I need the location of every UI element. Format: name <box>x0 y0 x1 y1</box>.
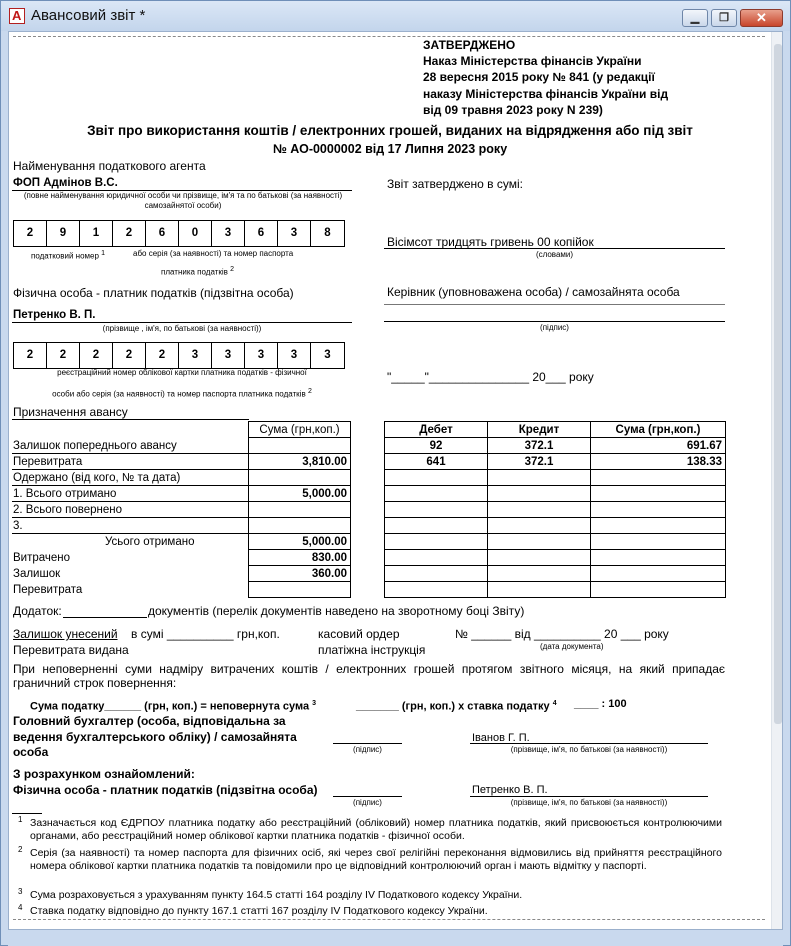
report-number: № АО-0000002 від 17 Липня 2023 року <box>272 142 508 156</box>
person-code-digit: 2 <box>47 343 80 368</box>
agent-name-hint: (повне найменування юридичної особи чи прізвище, ім'я та по батькові (за наявності) самозайнятої особи) <box>23 191 343 210</box>
advance-value-cell: 830.00 <box>249 550 351 566</box>
chief-accountant-name-hint: (прізвище, ім'я, по батькові (за наявності)) <box>510 745 668 754</box>
agent-code-digit: 3 <box>278 221 311 246</box>
approved-sum-words: Вісімсот тридцять гривень 00 копійок <box>387 235 594 249</box>
amount-cell <box>591 518 726 534</box>
status-bar <box>8 930 783 946</box>
attachment-count-line <box>63 617 147 618</box>
chief-accountant-name-line <box>470 743 708 744</box>
advance-row-label: Усього отримано <box>105 536 195 548</box>
debit-cell <box>385 518 488 534</box>
amount-cell <box>591 470 726 486</box>
agent-code-digit: 2 <box>14 221 47 246</box>
advance-sum-table <box>248 421 351 598</box>
advance-row-line <box>12 517 249 518</box>
person-code-hint-2: особи або серія (за наявності) та номер паспорта платника податків 2 <box>52 388 312 399</box>
credit-header: Кредит <box>488 422 591 438</box>
person-code-hint-1: реєстраційний номер облікової картки платника податків - фізичної <box>57 368 307 377</box>
person-name-underline <box>12 322 352 323</box>
amount-header: Сума (грн,коп.) <box>591 422 726 438</box>
acquainted-sign-line <box>333 796 402 797</box>
agent-code-digit: 1 <box>80 221 113 246</box>
credit-cell <box>488 502 591 518</box>
advance-row-label: Одержано (від кого, № та дата) <box>13 472 181 484</box>
agent-code-digit: 2 <box>113 221 146 246</box>
debit-cell: 641 <box>385 454 488 470</box>
amount-cell <box>591 534 726 550</box>
advance-row-line <box>12 501 249 502</box>
agent-name: ФОП Адмінов В.С. <box>13 177 118 189</box>
acquainted-name-hint: (прізвище, ім'я, по батькові (за наявності)) <box>510 798 668 807</box>
minimize-button[interactable] <box>682 9 708 27</box>
approval-line-5: від 09 травня 2023 року N 239) <box>423 103 603 117</box>
approved-sum-label: Звіт затверджено в сумі: <box>387 177 524 191</box>
advance-value-cell: 5,000.00 <box>249 534 351 550</box>
advance-value-cell: 3,810.00 <box>249 454 351 470</box>
chief-accountant-sign-line <box>333 743 402 744</box>
window-title: Авансовий звіт * <box>31 7 146 24</box>
advance-row-label: 3. <box>13 520 23 532</box>
approved-sum-hint: (словами) <box>535 250 574 259</box>
approval-line-2: Наказ Міністерства фінансів України <box>423 54 642 68</box>
person-code-digit: 2 <box>113 343 146 368</box>
close-button[interactable] <box>740 9 783 27</box>
agent-tax-code <box>13 220 345 247</box>
person-code-digit: 2 <box>146 343 179 368</box>
page-top-divider <box>13 36 765 37</box>
report-document <box>8 31 783 930</box>
amount-cell <box>591 566 726 582</box>
minimize-icon: ▁ <box>690 12 700 24</box>
advance-value-cell <box>249 518 351 534</box>
report-title: Звіт про використання коштів / електронних грошей, виданих на відрядження або під звіт <box>87 123 693 138</box>
manager-line-1 <box>384 304 725 305</box>
debit-cell <box>385 550 488 566</box>
debit-cell <box>385 534 488 550</box>
person-code-digit: 2 <box>80 343 113 368</box>
advance-value-cell: 360.00 <box>249 566 351 582</box>
chief-accountant-name: Іванов Г. П. <box>472 732 530 744</box>
advance-row-label: Залишок попереднього авансу <box>13 440 177 452</box>
advance-purpose-underline <box>12 419 249 420</box>
advance-row-line <box>12 453 249 454</box>
amount-cell: 691.67 <box>591 438 726 454</box>
footnote-text: Ставка податку відповідно до пункту 167.1 статті 167 розділу IV Податкового кодексу України. <box>30 905 488 917</box>
agent-code-digit: 9 <box>47 221 80 246</box>
page-bottom-divider <box>13 919 765 920</box>
debit-cell <box>385 566 488 582</box>
agent-code-digit: 3 <box>212 221 245 246</box>
person-code-digit: 3 <box>278 343 311 368</box>
manager-sign-hint: (підпис) <box>540 323 569 332</box>
advance-value-cell <box>249 582 351 598</box>
agent-code-digit: 6 <box>245 221 278 246</box>
acquainted-label: З розрахунком ознайомлений: <box>13 767 195 781</box>
person-code-digit: 3 <box>179 343 212 368</box>
chief-accountant-sign-hint: (підпис) <box>353 745 382 754</box>
advance-sum-header: Сума (грн,коп.) <box>249 422 351 438</box>
credit-cell <box>488 550 591 566</box>
attachment-prefix: Додаток: <box>13 604 62 618</box>
tax-formula-part-b: _______ (грн, коп.) х ставка податку $^4$ <box>356 700 557 713</box>
amount-cell <box>591 502 726 518</box>
document-date-hint: (дата документа) <box>540 642 604 651</box>
chief-accountant-label-1: Головний бухгалтер (особа, відповідальна за <box>13 714 286 728</box>
title-bar[interactable] <box>1 1 790 31</box>
debit-cell: 92 <box>385 438 488 454</box>
credit-cell: 372.1 <box>488 454 591 470</box>
person-label: Фізична особа - платник податків (підзвітна особа) <box>13 286 294 300</box>
person-name-hint: (прізвище , ім'я, по батькові (за наявності)) <box>102 324 262 333</box>
amount-cell: 138.33 <box>591 454 726 470</box>
advance-row-label: Витрачено <box>13 552 71 564</box>
approval-heading: ЗАТВЕРДЖЕНО <box>423 38 516 52</box>
person-tax-code <box>13 342 345 369</box>
acquainted-person-label: Фізична особа - платник податків (підзвітна особа) <box>13 783 318 797</box>
tax-formula-part-a: Сума податку______ (грн, коп.) = неповернута сума $^3$ <box>30 700 317 713</box>
amount-cell <box>591 550 726 566</box>
advance-row-label: 1. Всього отримано <box>13 488 117 500</box>
credit-cell <box>488 582 591 598</box>
agent-code-digit: 8 <box>324 227 331 239</box>
maximize-icon: ❐ <box>719 12 729 24</box>
advance-row-line <box>12 469 249 470</box>
approval-line-4: наказу Міністерства фінансів України від <box>423 87 669 101</box>
remainder-deposited: Залишок унесений <box>13 627 118 641</box>
credit-cell <box>488 470 591 486</box>
agent-label: Найменування податкового агента <box>13 159 206 173</box>
manager-date-line: "_____"_______________ 20___ року <box>387 370 594 384</box>
debit-cell <box>385 486 488 502</box>
maximize-button[interactable] <box>711 9 737 27</box>
close-icon: ✕ <box>756 10 767 25</box>
credit-cell: 372.1 <box>488 438 591 454</box>
nonreturn-text: При неповерненні суми надміру витрачених коштів / електронних грошей протягом звітного місяця, на який припадає граничний строк повернення: <box>13 662 725 690</box>
debit-cell <box>385 582 488 598</box>
person-code-digit: 3 <box>212 343 245 368</box>
credit-cell <box>488 486 591 502</box>
agent-code-hint-left: податковий номер 1 <box>31 250 106 261</box>
document-number-date: № ______ від __________ 20 ___ року <box>455 627 669 641</box>
pdf-app-icon <box>9 8 25 24</box>
credit-cell <box>488 534 591 550</box>
debit-cell <box>385 502 488 518</box>
advance-value-cell: 5,000.00 <box>249 486 351 502</box>
approval-line-3: 28 вересня 2015 року № 841 (у редакції <box>423 70 655 84</box>
advance-purpose-label: Призначення авансу <box>13 405 128 419</box>
scroll-thumb[interactable] <box>774 44 782 724</box>
debit-header: Дебет <box>385 422 488 438</box>
acquainted-person-name: Петренко В. П. <box>472 784 548 796</box>
advance-value-cell <box>249 470 351 486</box>
agent-code-hint-right: або серія (за наявності) та номер паспорта <box>133 249 294 258</box>
footnote-number: 4 <box>18 903 23 912</box>
advance-row-label: 2. Всього повернено <box>13 504 123 516</box>
advance-row-line <box>12 533 249 534</box>
payment-instruction-label: платіжна інструкція <box>318 643 426 657</box>
agent-code-digit: 6 <box>146 221 179 246</box>
advance-row-line <box>12 485 249 486</box>
debit-cell <box>385 470 488 486</box>
credit-cell <box>488 566 591 582</box>
amount-cell <box>591 486 726 502</box>
footnote-text: Сума розраховується з урахуванням пункту 164.5 статті 164 розділу IV Податкового кодексу України. <box>30 889 523 901</box>
chief-accountant-label-3: особа <box>13 745 49 759</box>
footnote-text: Серія (за наявності) та номер паспорта для фізичних осіб, які через свої релігійні переконання відмовились від прийняття реєстраційного номера облікової картки платника податків та повідомили про це відповідний контролюючий орган і мають відмітку у паспорті. <box>30 847 722 872</box>
acquainted-sign-hint: (підпис) <box>353 798 382 807</box>
advance-row-label: Перевитрата <box>13 456 83 468</box>
credit-cell <box>488 518 591 534</box>
manager-sign-line <box>384 321 725 322</box>
person-code-digit: 3 <box>324 349 331 361</box>
footnote-number: 3 <box>18 887 23 896</box>
advance-value-cell <box>249 438 351 454</box>
agent-code-digit: 0 <box>179 221 212 246</box>
advance-value-cell <box>249 502 351 518</box>
footnotes-separator <box>12 813 42 814</box>
acquainted-name-line <box>470 796 708 797</box>
person-name: Петренко В. П. <box>13 309 96 321</box>
chief-accountant-label-2: ведення бухгалтерського обліку) / самозайнята <box>13 730 297 744</box>
accounting-table <box>384 421 726 598</box>
approved-sum-underline <box>384 248 725 249</box>
remainder-sum: в сумі __________ грн,коп. <box>131 627 280 641</box>
person-code-digit: 3 <box>245 343 278 368</box>
overspend-issued: Перевитрата видана <box>13 643 129 657</box>
manager-label: Керівник (уповноважена особа) / самозайнята особа <box>387 285 680 299</box>
person-code-digit: 2 <box>14 343 47 368</box>
agent-code-hint-line2: платника податків 2 <box>161 266 235 277</box>
vertical-scrollbar[interactable] <box>771 32 783 930</box>
advance-row-label: Залишок <box>13 568 61 580</box>
footnote-number: 2 <box>18 845 23 854</box>
footnote-text: Зазначається код ЄДРПОУ платника податку або реєстраційний (обліковий) номер платника податків, який присвоюється контролюючими органами, або реєстраційний номер облікової картки платника податків - фізичної особи. <box>30 817 722 842</box>
amount-cell <box>591 582 726 598</box>
advance-row-label: Перевитрата <box>13 584 83 596</box>
attachment-suffix: документів (перелік документів наведено на зворотному боці Звіту) <box>148 604 525 618</box>
cash-order-label: касовий ордер <box>318 627 400 641</box>
tax-formula-part-c: ____ : 100 <box>574 698 627 710</box>
footnote-number: 1 <box>18 815 23 824</box>
